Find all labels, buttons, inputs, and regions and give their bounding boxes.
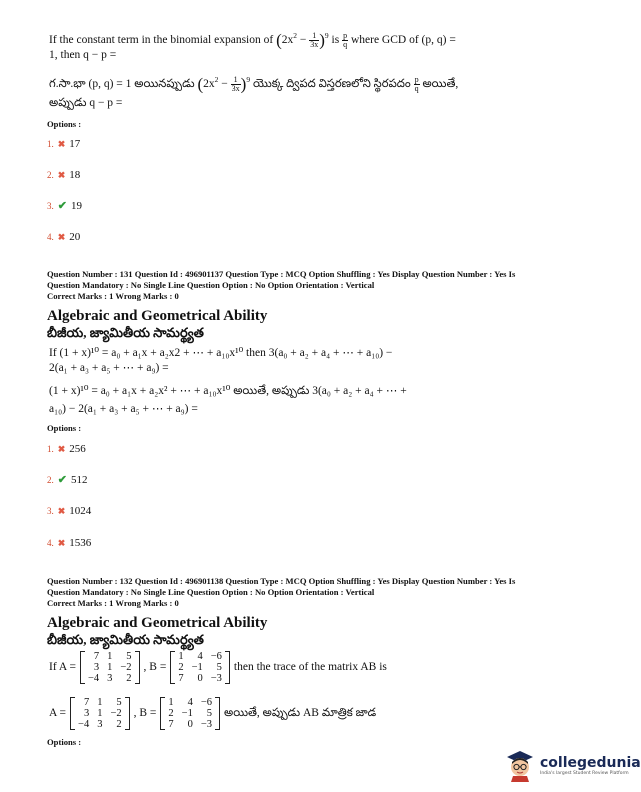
q130-option-3[interactable]: 3. ✔ 19 xyxy=(47,200,82,212)
q130-stem-en: If the constant term in the binomial expansion of ($2x^2$ − $\frac{1}{3x}$ )$^9$ is $\frac{p}{q}$ where GCD of (p, q) = xyxy=(49,30,456,50)
q130-option-2[interactable]: 2. ✖ 18 xyxy=(47,169,81,181)
matrix-a: 7 1 5 3 1 −2 −4 3 2 xyxy=(70,697,130,730)
matrix-b: 1 4 −6 2 −1 5 7 0 −3 xyxy=(160,697,220,730)
q131-section-title: Algebraic and Geometrical Ability xyxy=(47,308,268,324)
check-mark-icon: ✔ xyxy=(57,200,67,212)
collegedunia-logo: collegedunia India's largest Student Review Platform xyxy=(503,748,641,782)
wrong-mark-icon: ✖ xyxy=(57,506,66,516)
check-mark-icon: ✔ xyxy=(57,474,67,486)
q130-stem-te-line2: అప్పుడు q − p = xyxy=(49,97,123,109)
q130-options-label: Options : xyxy=(47,119,82,129)
wrong-mark-icon: ✖ xyxy=(57,170,66,180)
matrix-a: 7 1 5 3 1 −2 −4 3 2 xyxy=(80,651,140,684)
q132-options-label: Options : xyxy=(47,737,82,747)
q132-stem-en: If A = 7 1 5 3 1 −2 −4 3 2 , B = 1 4 −6 2 −1 5 7 0 −3 then the trace of the matrix AB is xyxy=(49,651,387,684)
q131-stem-te-line1: (1 + x)¹⁰ = a₀ + a₁x + a₂x² + ⋯ + a₁₀x¹⁰ అయితే, అప్పుడు 3(a₀ + a₂ + a₄ + ⋯ + xyxy=(49,385,407,397)
q131-option-2[interactable]: 2. ✔ 512 xyxy=(47,474,88,486)
q131-stem-en-line2: 2(a₁ + a₃ + a₅ + ⋯ + a₉) = xyxy=(49,362,169,374)
q131-option-4[interactable]: 4. ✖ 1536 xyxy=(47,537,92,549)
wrong-mark-icon: ✖ xyxy=(57,232,66,242)
q131-meta: Question Number : 131 Question Id : 496901137 Question Type : MCQ Option Shuffling : Yes Display Question Number : Yes Is Question Mandatory : No Single Line Question Option : No Option Orientation : Vertical Correct Marks : 1 Wrong Marks : 0 xyxy=(47,269,516,301)
q130-stem-en-line2: 1, then q − p = xyxy=(49,49,117,61)
wrong-mark-icon: ✖ xyxy=(57,139,66,149)
q132-section-title: Algebraic and Geometrical Ability xyxy=(47,615,268,631)
q132-section-title-te: బీజీయ, జ్యామితీయ సామర్థ్యత xyxy=(47,632,204,647)
q130-option-4[interactable]: 4. ✖ 20 xyxy=(47,231,81,243)
q131-options-label: Options : xyxy=(47,423,82,433)
q132-stem-te: A = 7 1 5 3 1 −2 −4 3 2 , B = 1 4 −6 2 −1 5 7 0 −3 అయితే, అప్పుడు AB మాత్రిక జాడ xyxy=(49,697,377,730)
q131-option-1[interactable]: 1. ✖ 256 xyxy=(47,443,86,455)
wrong-mark-icon: ✖ xyxy=(57,538,66,548)
wrong-mark-icon: ✖ xyxy=(57,444,66,454)
q130-option-1[interactable]: 1. ✖ 17 xyxy=(47,138,81,150)
q132-meta: Question Number : 132 Question Id : 496901138 Question Type : MCQ Option Shuffling : Yes Display Question Number : Yes Is Question Mandatory : No Single Line Question Option : No Option Orientation : Vertical Correct Marks : 1 Wrong Marks : 0 xyxy=(47,576,516,608)
graduate-face-icon xyxy=(503,748,537,782)
q131-stem-en-line1: If (1 + x)¹⁰ = a₀ + a₁x + a₂x2 + ⋯ + a₁₀x¹⁰ then 3(a₀ + a₂ + a₄ + ⋯ + a₁₀) − xyxy=(49,347,393,359)
q130-stem-te: గ.సా.భా (p, q) = 1 అయినప్పుడు ($2x^2$ − $\frac{1}{3x}$ )$^9$ యొక్క ద్విపద విస్తరణలోని స్థిరపదం $\frac{p}{q}$ అయితే, xyxy=(49,74,459,94)
q131-section-title-te: బీజీయ, జ్యామితీయ సామర్థ్యత xyxy=(47,325,204,340)
q131-option-3[interactable]: 3. ✖ 1024 xyxy=(47,505,92,517)
q131-stem-te-line2: a₁₀) − 2(a₁ + a₃ + a₅ + ⋯ + a₉) = xyxy=(49,403,198,415)
matrix-b: 1 4 −6 2 −1 5 7 0 −3 xyxy=(170,651,230,684)
